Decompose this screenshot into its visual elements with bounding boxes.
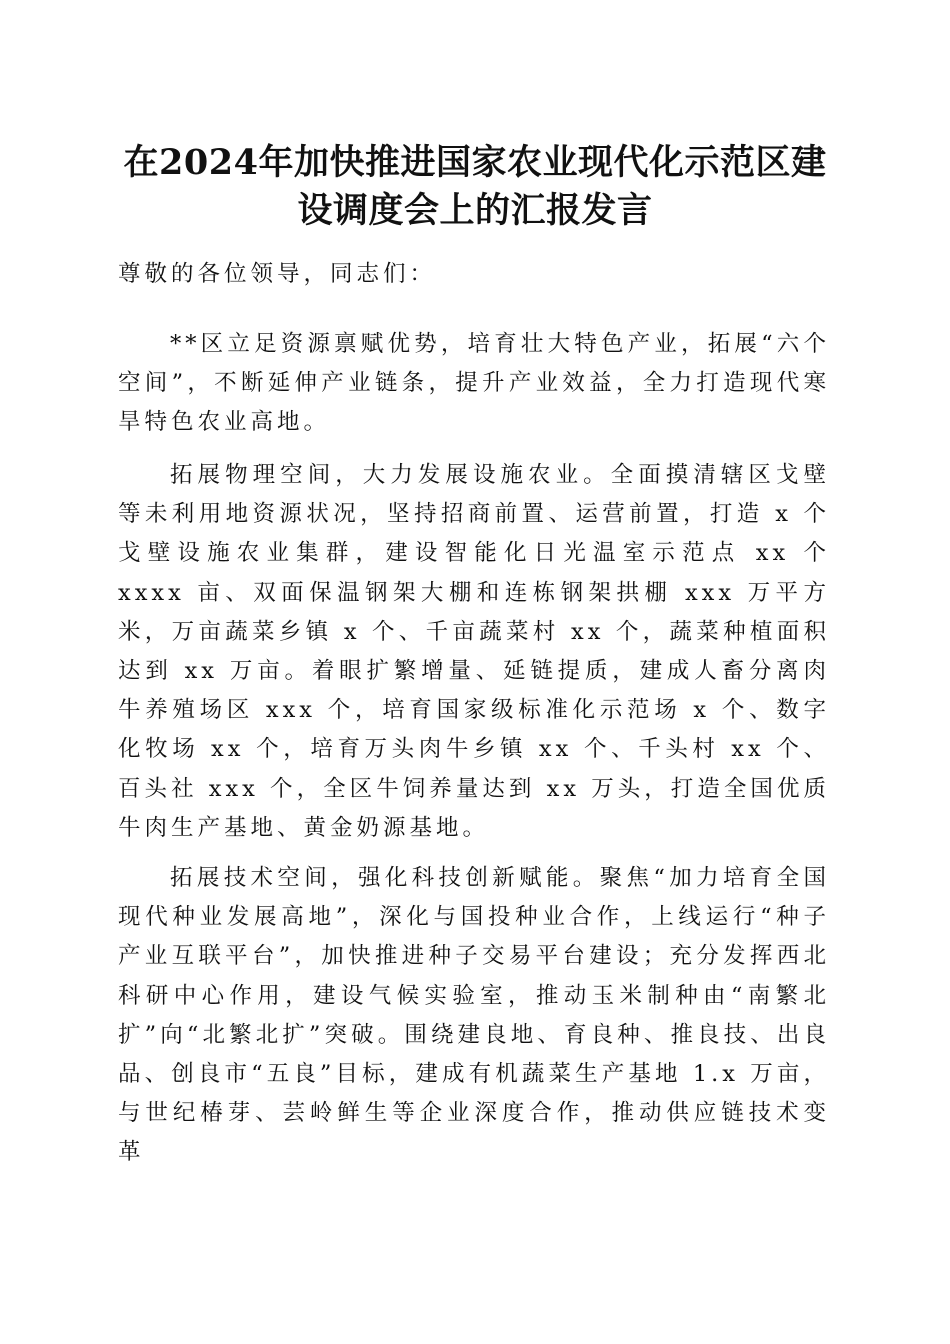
paragraph-intro: **区立足资源禀赋优势，培育壮大特色产业，拓展“六个空间”，不断延伸产业链条，提升产业效益，全力打造现代寒旱特色农业高地。	[118, 331, 830, 436]
document-title-line-1: 在2024年加快推进国家农业现代化示范区建	[123, 142, 827, 183]
document-title-line-2: 设调度会上的汇报发言	[297, 190, 653, 231]
salutation: 尊敬的各位领导，同志们：	[118, 261, 437, 287]
paragraph-physical-space: 拓展物理空间，大力发展设施农业。全面摸清辖区戈壁等未利用地资源状况，坚持招商前置、运营前置，打造 x 个戈壁设施农业集群，建设智能化日光温室示范点 xx 个 xxxx 亩、双面保温钢架大棚和连栋钢架拱棚 xxx 万平方米，万亩蔬菜乡镇 x 个、千亩蔬菜村 xx 个，蔬菜种植面积达到 xx 万亩。着眼扩繁增量、延链提质，建成人畜分离肉牛养殖场区 xxx 个，培育国家级标准化示范场 x 个、数字化牧场 xx 个，培育万头肉牛乡镇 xx 个、千头村 xx 个、百头社 xxx 个，全区牛饲养量达到 xx 万头，打造全国优质牛肉生产基地、黄金奶源基地。	[118, 462, 830, 841]
paragraph-technical-space: 拓展技术空间，强化科技创新赋能。聚焦“加力培育全国现代种业发展高地”，深化与国投种业合作，上线运行“种子产业互联平台”，加快推进种子交易平台建设；充分发挥西北科研中心作用，建设气候实验室，推动玉米制种由“南繁北扩”向“北繁北扩”突破。围绕建良地、育良种、推良技、出良品、创良市“五良”目标，建成有机蔬菜生产基地 1.x 万亩，与世纪椿芽、芸岭鲜生等企业深度合作，推动供应链技术变革	[118, 865, 830, 1166]
